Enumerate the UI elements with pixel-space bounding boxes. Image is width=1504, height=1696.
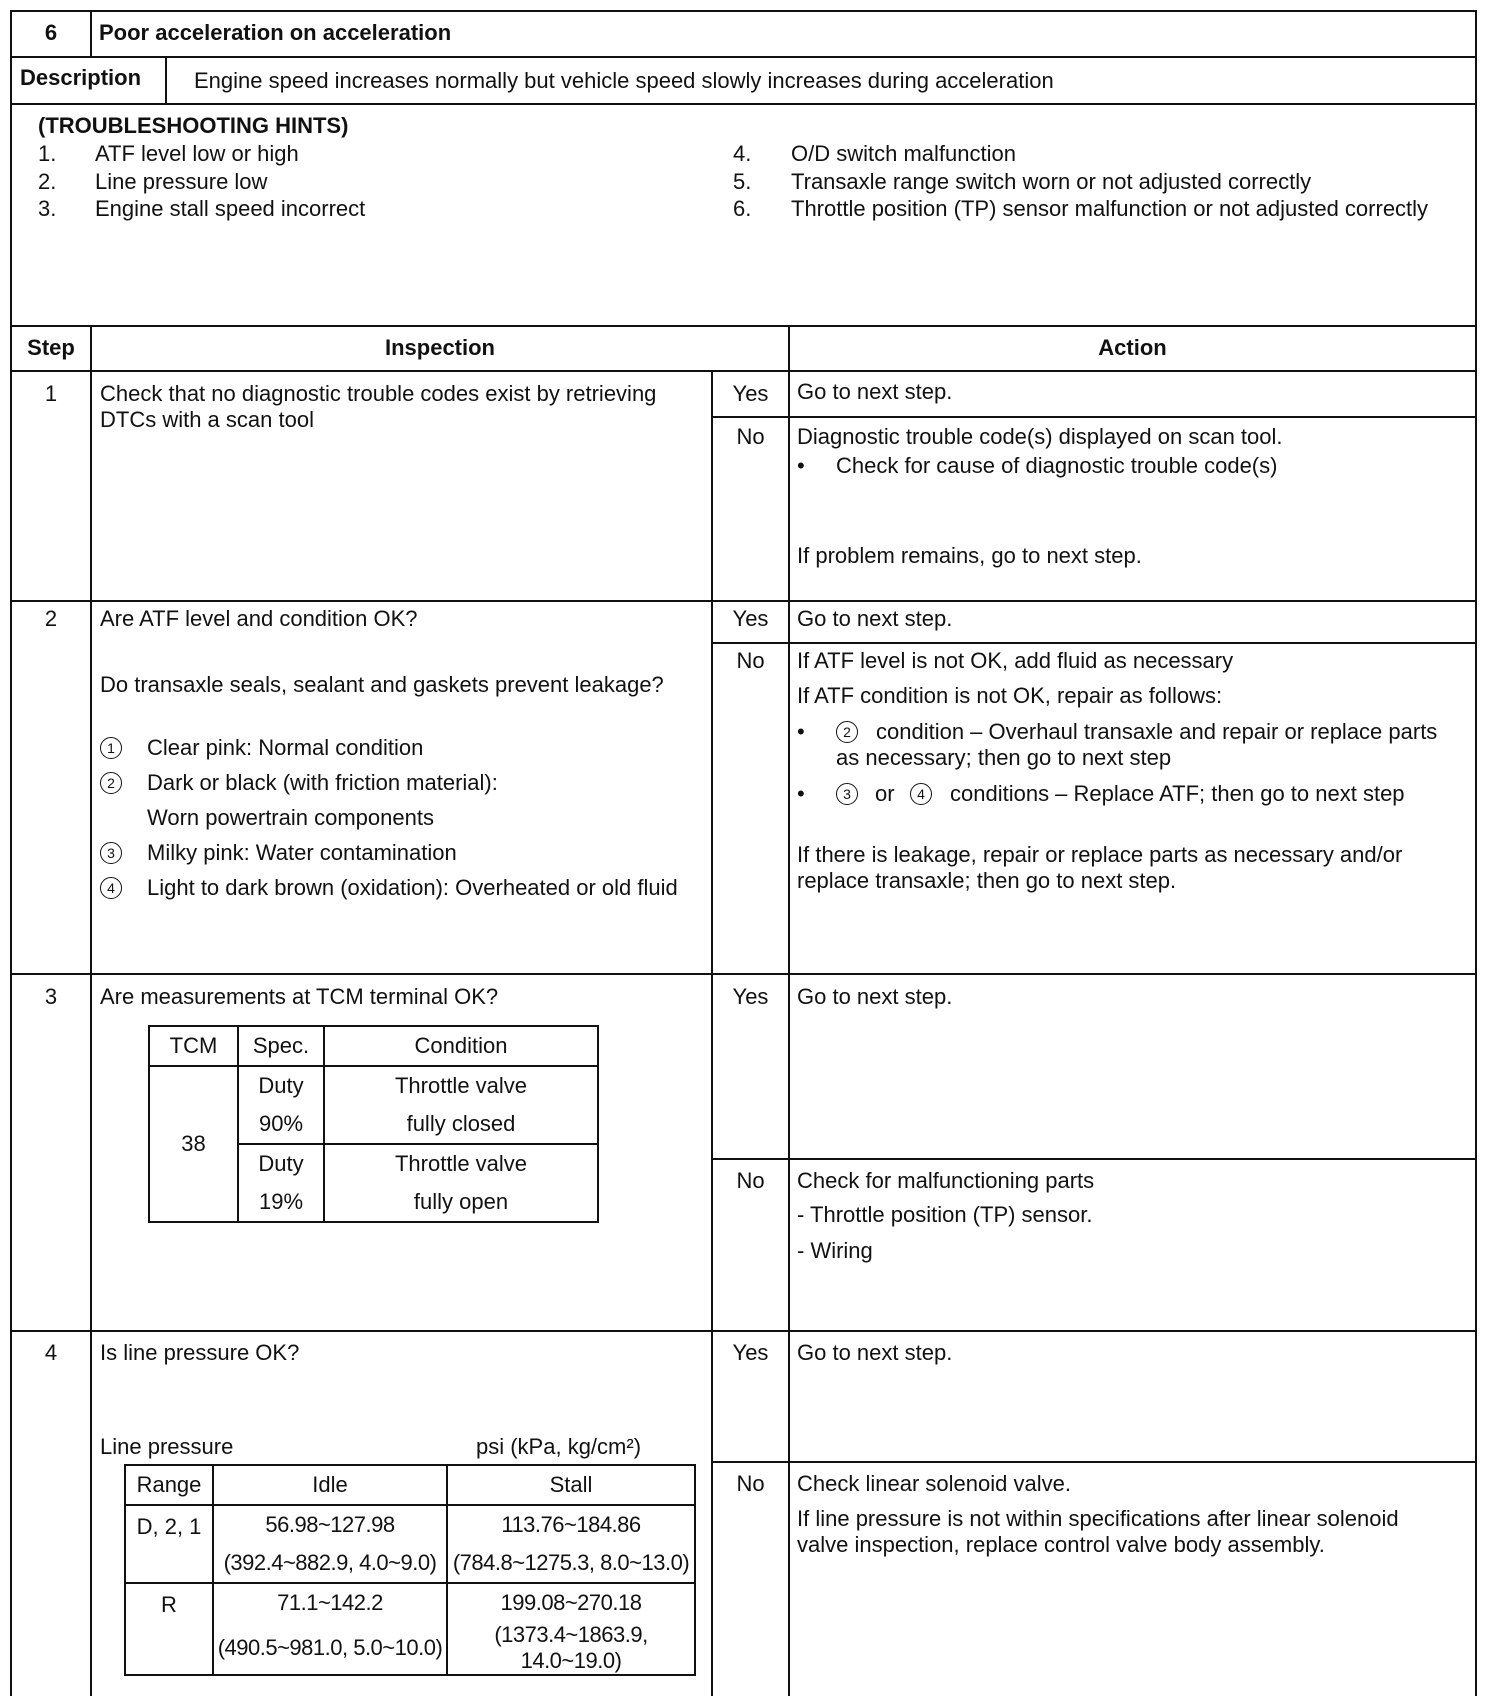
circled-number-icon: 2 (836, 721, 858, 743)
no-action-line: If ATF condition is not OK, repair as follows: (797, 683, 1223, 708)
condition-text: Worn powertrain components (147, 805, 434, 830)
idle-cell: 71.1~142.2 (213, 1583, 447, 1622)
line-pressure-table (124, 1464, 696, 1676)
yes-label: Yes (732, 606, 769, 631)
circled-number-icon: 3 (836, 783, 858, 805)
column-header-step: Step (27, 335, 75, 360)
hint-number: 4. (733, 141, 752, 166)
step-number: 4 (44, 1340, 58, 1365)
spec-cell: Duty (238, 1144, 324, 1183)
problem-number: 6 (44, 20, 58, 45)
table-unit: psi (kPa, kg/cm²) (476, 1434, 642, 1459)
table-label: Line pressure (100, 1434, 234, 1459)
no-action-line: If line pressure is not within specifications after linear solenoid valve inspection, replace control valve body assembly. (797, 1506, 1399, 1557)
no-action-line: If there is leakage, repair or replace parts as necessary and/or replace transaxle; then go to next step. (797, 842, 1403, 893)
step-number: 1 (44, 381, 58, 406)
spec-cell: Duty (238, 1066, 324, 1105)
spec-cell: 19% (238, 1183, 324, 1222)
no-action-line: Diagnostic trouble code(s) displayed on scan tool. (797, 424, 1283, 449)
condition-text: Dark or black (with friction material): (147, 770, 498, 795)
no-action-line: If ATF level is not OK, add fluid as necessary (797, 648, 1234, 673)
spec-cell: 90% (238, 1105, 324, 1144)
bullet-icon: • (797, 719, 805, 744)
no-action-line: - Wiring (797, 1238, 873, 1263)
table-header: Range (125, 1465, 213, 1505)
no-label: No (736, 648, 765, 673)
stall-cell: (1373.4~1863.9, 14.0~19.0) (447, 1622, 695, 1675)
hint-text: Throttle position (TP) sensor malfunction or not adjusted correctly (791, 196, 1429, 221)
hint-text: Line pressure low (95, 169, 268, 194)
hint-number: 1. (38, 141, 57, 166)
or-text: or (875, 781, 895, 806)
range-cell: D, 2, 1 (125, 1505, 213, 1583)
condition-cell: Throttle valve (324, 1144, 598, 1183)
no-action-bullet: condition – Overhaul transaxle and repair or replace parts as necessary; then go to next step (836, 719, 1438, 770)
yes-label: Yes (732, 381, 769, 406)
condition-text: Light to dark brown (oxidation): Overheated or old fluid (147, 875, 678, 900)
tcm-terminal: 38 (149, 1066, 238, 1222)
inspection-text: Check that no diagnostic trouble codes exist by retrieving DTCs with a scan tool (100, 381, 657, 432)
column-header-inspection: Inspection (384, 335, 495, 360)
condition-text: Milky pink: Water contamination (147, 840, 457, 865)
table-header: Spec. (238, 1026, 324, 1066)
yes-label: Yes (732, 984, 769, 1009)
inspection-text: Is line pressure OK? (100, 1340, 300, 1365)
no-action-line: Check linear solenoid valve. (797, 1471, 1071, 1496)
stall-cell: (784.8~1275.3, 8.0~13.0) (447, 1544, 695, 1583)
idle-cell: 56.98~127.98 (213, 1505, 447, 1544)
idle-cell: (490.5~981.0, 5.0~10.0) (213, 1622, 447, 1675)
range-cell: R (125, 1583, 213, 1675)
bullet-icon: • (797, 781, 805, 806)
table-header: Condition (324, 1026, 598, 1066)
yes-action: Go to next step. (797, 984, 953, 1009)
hint-text: Transaxle range switch worn or not adjusted correctly (791, 169, 1312, 194)
yes-action: Go to next step. (797, 606, 953, 631)
problem-title: Poor acceleration on acceleration (99, 20, 452, 45)
yes-action: Go to next step. (797, 1340, 953, 1365)
inspection-text: Are ATF level and condition OK? (100, 606, 418, 631)
hints-title: (TROUBLESHOOTING HINTS) (38, 113, 349, 138)
condition-cell: Throttle valve (324, 1066, 598, 1105)
table-header: TCM (149, 1026, 238, 1066)
circled-number-icon: 4 (100, 877, 122, 899)
bullet-icon: • (797, 453, 805, 478)
circled-number-icon: 3 (100, 842, 122, 864)
hint-text: ATF level low or high (95, 141, 299, 166)
inspection-text: Do transaxle seals, sealant and gaskets prevent leakage? (100, 672, 664, 697)
condition-cell: fully closed (324, 1105, 598, 1144)
hint-text: O/D switch malfunction (791, 141, 1016, 166)
hint-number: 2. (38, 169, 57, 194)
idle-cell: (392.4~882.9, 4.0~9.0) (213, 1544, 447, 1583)
hint-number: 5. (733, 169, 752, 194)
yes-label: Yes (732, 1340, 769, 1365)
no-action-line: If problem remains, go to next step. (797, 543, 1142, 568)
no-label: No (736, 424, 765, 449)
stall-cell: 113.76~184.86 (447, 1505, 695, 1544)
column-header-action: Action (1098, 335, 1167, 360)
inspection-text: Are measurements at TCM terminal OK? (100, 984, 499, 1009)
condition-text: Clear pink: Normal condition (147, 735, 424, 760)
step-number: 2 (44, 606, 58, 631)
table-header: Stall (447, 1465, 695, 1505)
stall-cell: 199.08~270.18 (447, 1583, 695, 1622)
circled-number-icon: 2 (100, 772, 122, 794)
no-action-bullet: Check for cause of diagnostic trouble code(s) (836, 453, 1278, 478)
hint-number: 3. (38, 196, 57, 221)
circled-number-icon: 4 (910, 783, 932, 805)
step-number: 3 (44, 984, 58, 1009)
no-action-bullet: conditions – Replace ATF; then go to next step (950, 781, 1405, 806)
no-label: No (736, 1471, 765, 1496)
tcm-spec-table (148, 1025, 599, 1223)
yes-action: Go to next step. (797, 379, 953, 404)
description-text: Engine speed increases normally but vehicle speed slowly increases during acceleration (194, 68, 1054, 93)
condition-cell: fully open (324, 1183, 598, 1222)
no-label: No (736, 1168, 765, 1193)
table-header: Idle (213, 1465, 447, 1505)
description-label: Description (20, 65, 142, 90)
hint-number: 6. (733, 196, 752, 221)
circled-number-icon: 1 (100, 737, 122, 759)
no-action-line: - Throttle position (TP) sensor. (797, 1202, 1093, 1227)
no-action-line: Check for malfunctioning parts (797, 1168, 1095, 1193)
hint-text: Engine stall speed incorrect (95, 196, 366, 221)
